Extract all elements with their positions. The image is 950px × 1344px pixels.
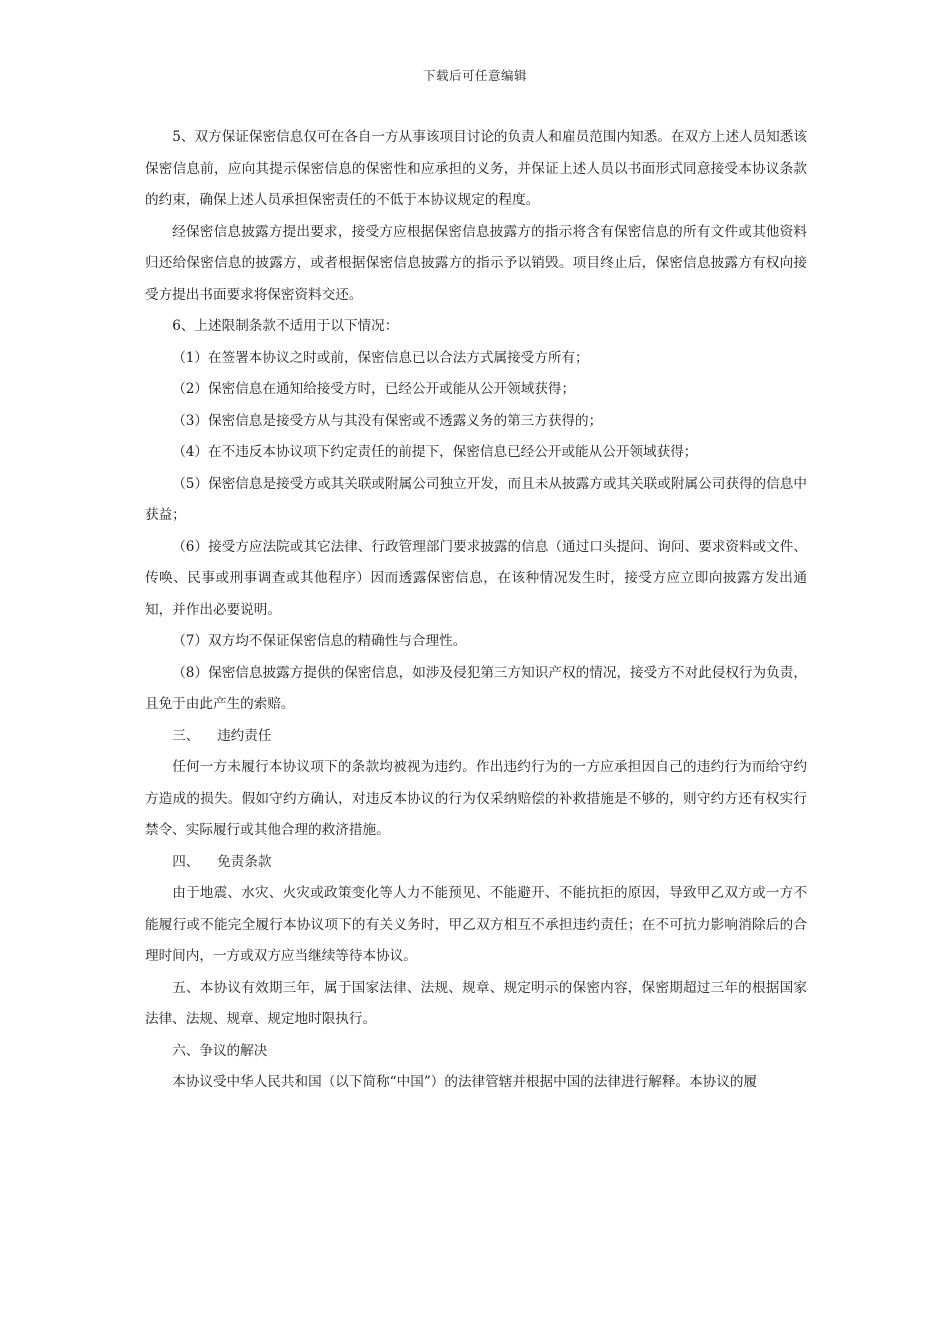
section-6-body: 本协议受中华人民共和国（以下简称“中国”）的法律管辖并根据中国的法律进行解释。本协议的履 [172, 1074, 758, 1090]
section-4-body: 由于地震、水灾、火灾或政策变化等人力不能预见、不能避开、不能抗拒的原因，导致甲乙双方或一方不能履行或不能完全履行本协议项下的有关义务时，甲乙双方相互不承担违约责任；在不可抗力影响消除后的合理时间内，一方或双方应当继续等待本协议。 [145, 885, 807, 964]
list-item: （6）接受方应法院或其它法律、行政管理部门要求披露的信息（通过口头提问、询问、要求资料或文件、传唤、民事或刑事调查或其他程序）因而透露保密信息，在该种情况发生时，接受方应立即向披露方发出通知，并作出必要说明。 [145, 538, 807, 618]
paragraph-return-info: 经保密信息披露方提出要求，接受方应根据保密信息披露方的指示将含有保密信息的所有文件或其他资料归还给保密信息的披露方，或者根据保密信息披露方的指示予以销毁。项目终止后，保密信息披露方有权向接受方提出书面要求将保密资料交还。 [145, 223, 807, 303]
list-item: （1）在签署本协议之时或前，保密信息已以合法方式属接受方所有； [172, 349, 589, 366]
paragraph-6: 6、上述限制条款不适用于以下情况： [172, 318, 399, 334]
section-4-number: 四、 [172, 853, 200, 870]
list-item: （4）在不违反本协议项下约定责任的前提下，保密信息已经公开或能从公开领域获得； [172, 444, 698, 460]
section-3-body: 任何一方未履行本协议项下的条款均被视为违约。作出违约行为的一方应承担因自己的违约行为而给守约方造成的损失。假如守约方确认，对违反本协议的行为仅采纳赔偿的补救措施是不够的，则守约方还有权实行禁令、实际履行或其他合理的救济措施。 [145, 759, 807, 838]
section-3-number: 三、 [172, 727, 200, 744]
section-6-heading: 六、争议的解决 [172, 1042, 268, 1059]
list-item: （7）双方均不保证保密信息的精确性与合理性。 [172, 633, 467, 649]
section-4-title: 免责条款 [217, 853, 272, 870]
list-item: （2）保密信息在通知给接受方时，已经公开或能从公开领域获得； [172, 381, 576, 397]
section-5-body: 五、本协议有效期三年，属于国家法律、法规、规章、规定明示的保密内容，保密期超过三年的根据国家法律、法规、规章、规定地时限执行。 [145, 979, 807, 1027]
list-item: （5）保密信息是接受方或其关联或附属公司独立开发，而且未从披露方或其关联或附属公司获得的信息中获益； [145, 475, 807, 523]
page-header: 下载后可任意编辑 [422, 68, 527, 83]
section-4-heading [145, 847, 807, 879]
section-3-title: 违约责任 [217, 727, 272, 744]
paragraph-5: 5、双方保证保密信息仅可在各自一方从事该项目讨论的负责人和雇员范围内知悉。在双方上述人员知悉该保密信息前，应向其提示保密信息的保密性和应承担的义务，并保证上述人员以书面形式同意接受本协议条款的约束，确保上述人员承担保密责任的不低于本协议规定的程度。 [145, 129, 807, 208]
section-3-heading [145, 721, 807, 753]
list-item: （8）保密信息披露方提供的保密信息，如涉及侵犯第三方知识产权的情况，接受方不对此侵权行为负责，且免于由此产生的索赔。 [145, 664, 807, 712]
document-body [145, 122, 807, 1099]
list-item: （3）保密信息是接受方从与其没有保密或不透露义务的第三方获得的； [172, 412, 603, 429]
